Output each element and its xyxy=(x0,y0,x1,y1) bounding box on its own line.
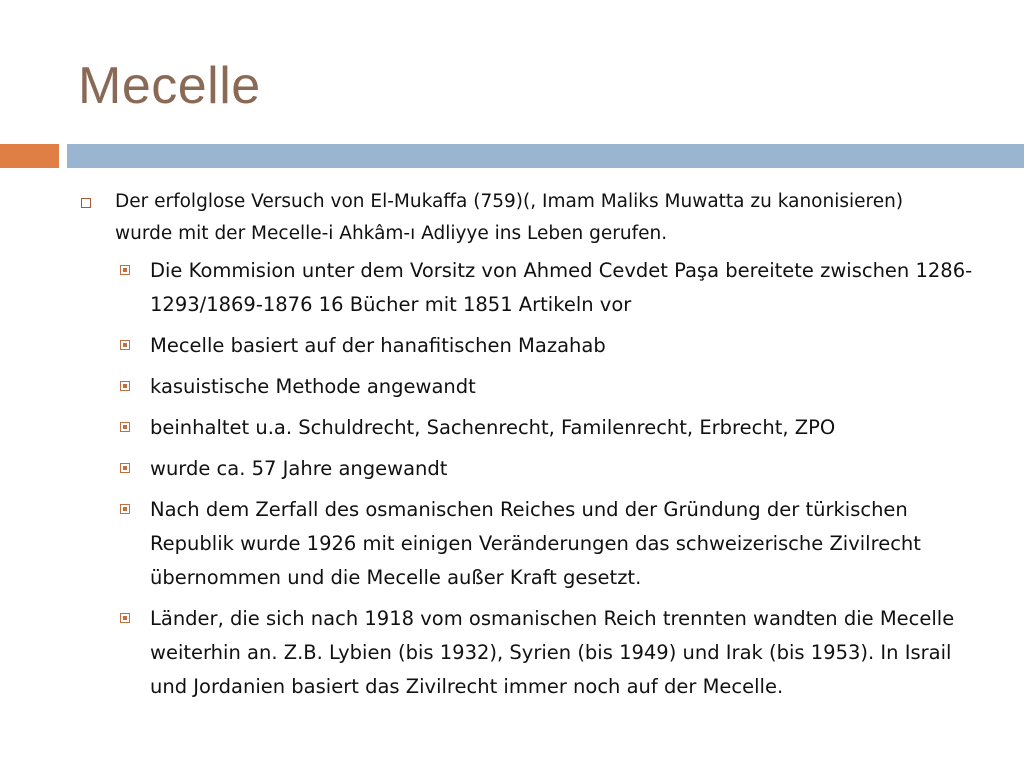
subbullet-text: kasuistische Methode angewandt xyxy=(150,375,476,398)
subbullet-item xyxy=(150,493,980,595)
square-bullet-icon xyxy=(120,613,130,623)
bullet-level1-text: Der erfolglose Versuch von El-Mukaffa (759)(, Imam Maliks Muwatta zu kanonisieren) wurde mit der Mecelle-i Ahkâm-ı Adliyye ins Leben gerufen. xyxy=(115,191,904,244)
subbullet-text: Nach dem Zerfall des osmanischen Reiches und der Gründung der türkischen Republik wurde 1926 mit einigen Veränderungen das schweizerische Zivilrecht übernommen und die Mecelle außer Kraft gesetzt. xyxy=(150,498,921,589)
square-bullet-icon xyxy=(120,340,130,350)
subbullet-item xyxy=(150,602,980,704)
accent-bar xyxy=(0,144,59,168)
bullet-level1 xyxy=(115,186,945,250)
subbullet-item xyxy=(150,329,980,363)
subbullet-text: Länder, die sich nach 1918 vom osmanischen Reich trennten wandten die Mecelle weiterhin an. Z.B. Lybien (bis 1932), Syrien (bis 1949) und Irak (bis 1953). In Israil und Jordanien basiert das Zivilrecht immer noch auf der Mecelle. xyxy=(150,607,955,698)
subbullet-item xyxy=(150,370,980,404)
subbullet-text: wurde ca. 57 Jahre angewandt xyxy=(150,457,448,480)
subbullet-item xyxy=(150,452,980,486)
slide-content xyxy=(0,186,1024,711)
title-underline-bar xyxy=(67,144,1024,168)
hollow-square-bullet-icon xyxy=(81,198,91,208)
subbullet-item xyxy=(150,411,980,445)
subbullet-text: Mecelle basiert auf der hanafitischen Mazahab xyxy=(150,334,606,357)
subbullet-text: Die Kommision unter dem Vorsitz von Ahmed Cevdet Paşa bereitete zwischen 1286-1293/1869-1876 16 Bücher mit 1851 Artikeln vor xyxy=(150,259,973,316)
square-bullet-icon xyxy=(120,422,130,432)
slide-title: Mecelle xyxy=(78,57,261,115)
square-bullet-icon xyxy=(120,265,130,275)
square-bullet-icon xyxy=(120,463,130,473)
subbullet-text: beinhaltet u.a. Schuldrecht, Sachenrecht, Familenrecht, Erbrecht, ZPO xyxy=(150,416,836,439)
square-bullet-icon xyxy=(120,381,130,391)
subbullet-item xyxy=(150,254,980,322)
subbullet-list xyxy=(0,254,1024,704)
square-bullet-icon xyxy=(120,504,130,514)
